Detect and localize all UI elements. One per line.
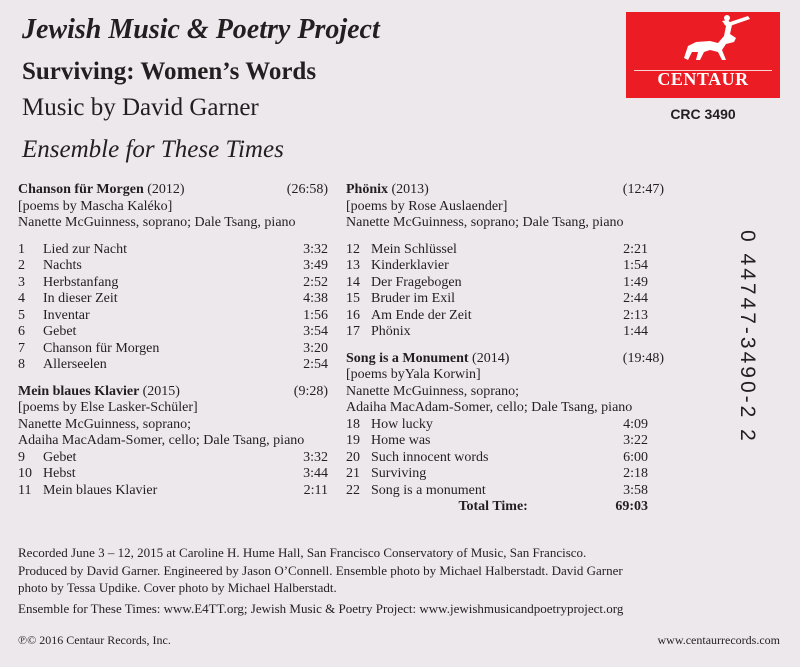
barcode-number: 0 44747-3490-2 2: [736, 230, 759, 444]
track-time: 6:00: [623, 449, 648, 465]
track-number: 20: [346, 449, 360, 465]
track-time: 1:44: [623, 324, 648, 339]
track-list: [18, 242, 328, 374]
title-composer: Music by David Garner: [22, 94, 259, 121]
track-number: 4: [18, 291, 25, 306]
total-time-label: Total Time:: [458, 499, 528, 514]
centaur-logo: [626, 12, 780, 98]
track-row: [18, 275, 328, 292]
track-row: [346, 308, 648, 325]
track-time: 3:32: [303, 449, 328, 465]
track-title: Mein blaues Klavier: [43, 482, 158, 498]
track-row: [346, 466, 648, 483]
track-title: Song is a monument: [371, 482, 486, 498]
track-number: 15: [346, 291, 360, 306]
track-title: Home was: [371, 433, 431, 448]
work-title: Phönix: [346, 182, 389, 197]
logo-brand: CENTAUR: [657, 69, 749, 89]
track-row: [18, 483, 328, 500]
track-title: Herbstanfang: [43, 274, 119, 290]
track-title: Nachts: [43, 258, 82, 273]
track-title: Der Fragebogen: [371, 274, 462, 290]
work-heading: [18, 384, 328, 401]
work-heading: [346, 182, 664, 199]
performers: Nanette McGuinness, soprano;: [18, 416, 192, 432]
track-title: Phönix: [371, 324, 411, 339]
track-row: [18, 308, 328, 325]
track-number: 1: [18, 241, 25, 257]
work-duration: (19:48): [622, 350, 664, 366]
track-time: 3:49: [303, 258, 328, 273]
track-number: 8: [18, 357, 25, 372]
centaur-icon: [626, 12, 780, 72]
track-number: 16: [346, 307, 360, 323]
poem-credit: [poems by Mascha Kaléko]: [18, 198, 173, 214]
track-row: [18, 357, 328, 374]
work-year: (2012): [147, 182, 185, 197]
credit-line: Recorded June 3 – 12, 2015 at Caroline H. Hume Hall, San Francisco Conservatory of Music, San Francisco.: [18, 545, 587, 560]
work-year: (2013): [391, 182, 429, 197]
performers: Nanette McGuinness, soprano; Dale Tsang, piano: [346, 215, 624, 230]
track-list: [346, 417, 664, 516]
work-title: Song is a Monument: [346, 350, 469, 366]
title-album: Surviving: Women’s Words: [22, 58, 317, 85]
website: www.centaurrecords.com: [657, 633, 780, 647]
track-title: How lucky: [371, 416, 433, 432]
web-links: Ensemble for These Times: www.E4TT.org; Jewish Music & Poetry Project: www.jewishmusicandpoetryproject.org: [18, 601, 624, 616]
track-number: 11: [18, 482, 32, 498]
track-time: 1:54: [623, 258, 648, 273]
track-row: [18, 341, 328, 358]
track-row: [18, 242, 328, 259]
track-number: 10: [18, 466, 32, 481]
total-time-row: [346, 499, 648, 516]
track-title: Surviving: [371, 466, 427, 481]
track-list: [18, 450, 328, 500]
track-time: 3:22: [623, 433, 648, 448]
track-time: 2:13: [623, 307, 648, 323]
track-title: Kinderklavier: [371, 258, 449, 273]
track-title: Lied zur Nacht: [43, 241, 127, 257]
track-row: [346, 324, 648, 341]
credit-line: Produced by David Garner. Engineered by Jason O’Connell. Ensemble photo by Michael Halberstadt. David Garner: [18, 562, 623, 578]
performers: Nanette McGuinness, soprano; Dale Tsang, piano: [18, 215, 296, 230]
track-number: 9: [18, 449, 25, 465]
copyright: ℗© 2016 Centaur Records, Inc.: [18, 633, 171, 647]
title-project: Jewish Music & Poetry Project: [22, 14, 380, 45]
track-row: [18, 324, 328, 341]
track-row: [18, 291, 328, 308]
track-number: 14: [346, 274, 360, 290]
track-row: [346, 275, 648, 292]
right-column: [346, 182, 664, 516]
poem-credit: [poems by Rose Auslaender]: [346, 198, 508, 214]
catalog-number: CRC 3490: [670, 106, 736, 122]
work-title: Chanson für Morgen: [18, 182, 144, 197]
track-time: 3:44: [303, 466, 328, 481]
track-row: [346, 242, 648, 259]
track-title: Gebet: [43, 324, 77, 339]
title-ensemble: Ensemble for These Times: [22, 136, 284, 163]
track-title: Am Ende der Zeit: [371, 307, 472, 323]
work-duration: (9:28): [293, 383, 328, 399]
track-row: [346, 433, 648, 450]
track-title: Chanson für Morgen: [43, 340, 160, 356]
track-row: [346, 258, 648, 275]
poem-credit: [poems by Else Lasker-Schüler]: [18, 400, 198, 415]
track-number: 7: [18, 340, 25, 356]
track-number: 22: [346, 482, 360, 498]
work-heading: [18, 182, 328, 199]
total-time-value: 69:03: [615, 499, 648, 514]
track-time: 3:54: [303, 324, 328, 339]
track-time: 2:44: [623, 291, 648, 306]
track-number: 12: [346, 241, 360, 257]
track-row: [346, 291, 648, 308]
track-time: 2:21: [623, 241, 648, 257]
work-year: (2014): [472, 350, 510, 366]
track-number: 13: [346, 258, 360, 273]
track-row: [346, 483, 648, 500]
barcode: [735, 230, 759, 460]
track-row: [18, 450, 328, 467]
track-number: 3: [18, 274, 25, 290]
track-time: 3:32: [303, 241, 328, 257]
track-time: 3:58: [623, 482, 648, 498]
track-row: [346, 417, 648, 434]
track-number: 2: [18, 258, 25, 273]
track-list: [346, 242, 664, 341]
track-time: 2:18: [623, 466, 648, 481]
track-number: 21: [346, 466, 360, 481]
track-number: 5: [18, 307, 25, 323]
work-duration: (26:58): [286, 182, 328, 197]
track-title: Allerseelen: [43, 357, 107, 372]
work-heading: [346, 351, 664, 368]
track-title: Mein Schlüssel: [371, 241, 457, 257]
performers: Adaiha MacAdam-Somer, cello; Dale Tsang, piano: [346, 400, 633, 415]
track-number: 19: [346, 433, 360, 448]
performers: Adaiha MacAdam-Somer, cello; Dale Tsang, piano: [18, 433, 305, 448]
left-column: [18, 182, 328, 499]
track-title: Such innocent words: [371, 449, 489, 465]
track-number: 6: [18, 324, 25, 339]
performers: Nanette McGuinness, soprano;: [346, 383, 520, 399]
work-duration: (12:47): [622, 182, 664, 197]
track-time: 4:09: [623, 416, 648, 432]
track-time: 1:56: [303, 307, 328, 323]
credit-line: photo by Tessa Updike. Cover photo by Michael Halberstadt.: [18, 580, 337, 595]
track-title: Inventar: [43, 307, 90, 323]
track-time: 1:49: [623, 274, 648, 290]
track-title: Gebet: [43, 449, 77, 465]
work-title: Mein blaues Klavier: [18, 383, 140, 399]
track-time: 2:11: [303, 482, 328, 498]
track-title: In dieser Zeit: [43, 291, 118, 306]
track-time: 2:54: [303, 357, 328, 372]
track-row: [18, 466, 328, 483]
track-number: 17: [346, 324, 360, 339]
track-row: [346, 450, 648, 467]
track-row: [18, 258, 328, 275]
track-title: Hebst: [43, 466, 76, 481]
track-time: 4:38: [303, 291, 328, 306]
poem-credit: [poems byYala Korwin]: [346, 367, 481, 382]
track-title: Bruder im Exil: [371, 291, 455, 306]
track-time: 3:20: [303, 340, 328, 356]
recording-credits: [18, 544, 718, 597]
track-number: 18: [346, 416, 360, 432]
work-year: (2015): [142, 383, 180, 399]
track-time: 2:52: [303, 274, 328, 290]
